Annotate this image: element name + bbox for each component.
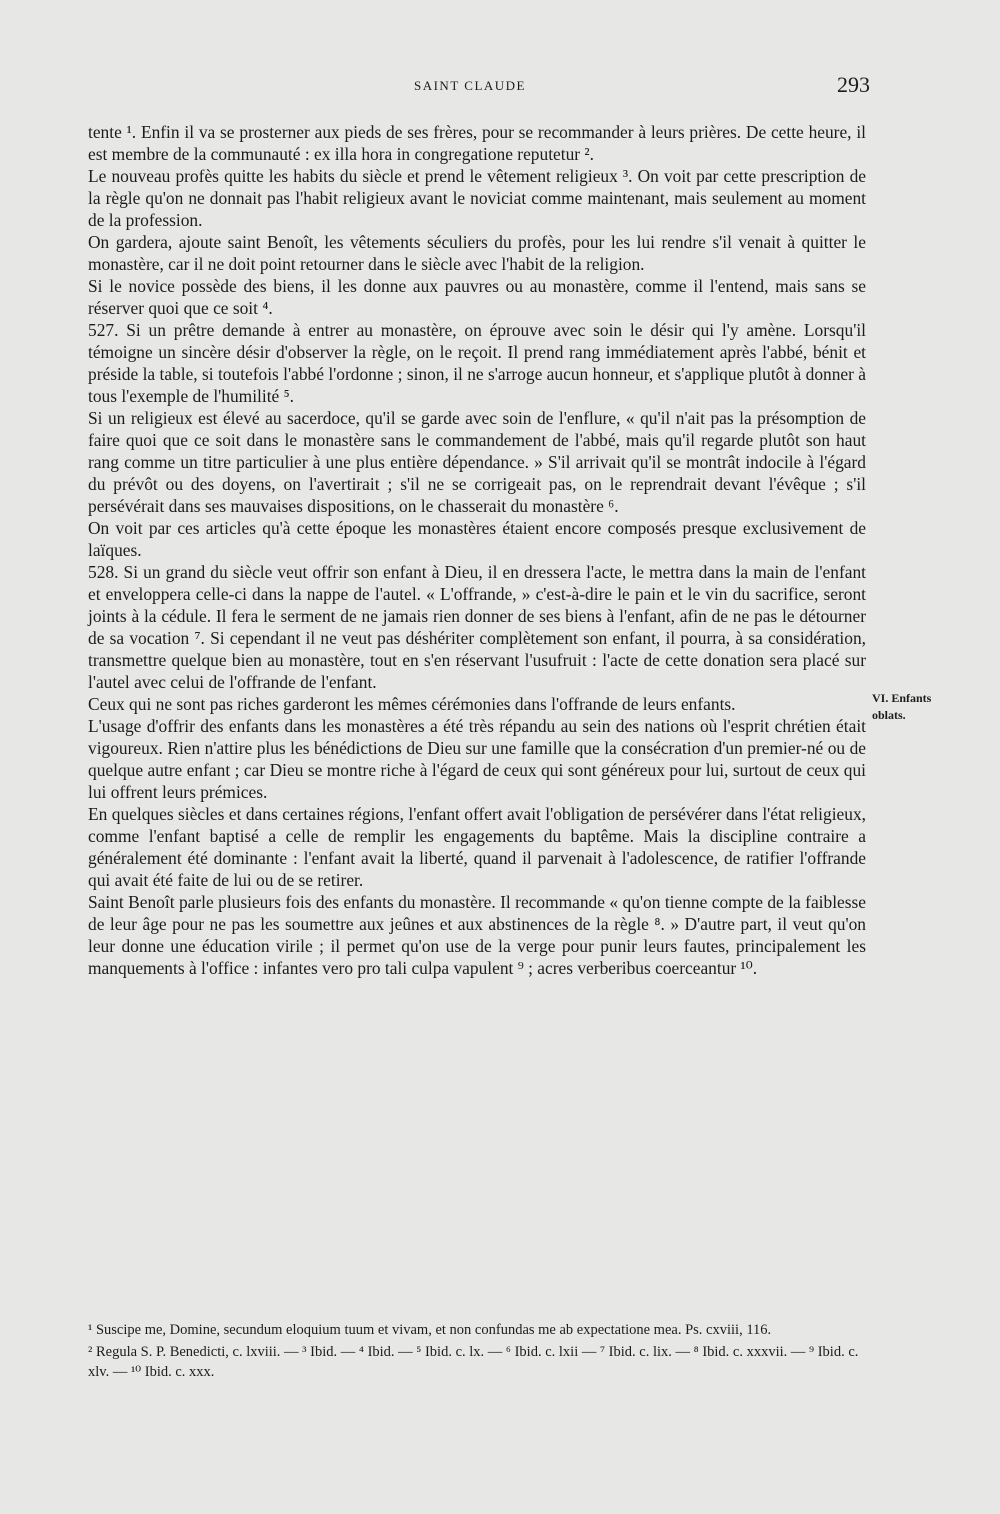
body-text [88,121,866,979]
running-head [70,72,870,100]
paragraph: Saint Benoît parle plusieurs fois des enfants du monastère. Il recommande « qu'on tienne compte de la faiblesse de leur âge pour ne pas les soumettre aux jeûnes et aux abstinences de la règle ⁸. » D'autre part, il veut qu'on leur donne une éducation virile ; il permet qu'on use de la verge pour punir leurs fautes, principalement les manquements à l'office : infantes vero pro tali culpa vapulent ⁹ ; acres verberibus coerceantur ¹⁰. [88,892,866,978]
footnote: ² Regula S. P. Benedicti, c. lxviii. — ³ Ibid. — ⁴ Ibid. — ⁵ Ibid. c. lx. — ⁶ Ibid. c. lxii — ⁷ Ibid. c. lix. — ⁸ Ibid. c. xxxvii. — ⁹ Ibid. c. xlv. — ¹⁰ Ibid. c. xxx. [88,1344,859,1380]
paragraph: On voit par ces articles qu'à cette époque les monastères étaient encore composés presque exclusivement de laïques. [88,518,866,560]
paragraph: En quelques siècles et dans certaines régions, l'enfant offert avait l'obligation de persévérer dans l'état religieux, comme l'enfant baptisé a celle de remplir les engagements du baptême. Mais la discipline contraire a généralement été dominante : l'enfant avait la liberté, quand il parvenait à l'adolescence, de ratifier l'offrande qui avait été faite de lui ou de se retirer. [88,804,866,890]
footnotes [88,1320,866,1384]
paragraph: Si un religieux est élevé au sacerdoce, qu'il se garde avec soin de l'enflure, « qu'il n'ait pas la présomption de faire quoi que ce soit dans le monastère sans le commandement de l'abbé, mais qu'il regarde plutôt son haut rang comme un titre particulier à une plus entière dépendance. » S'il arrivait qu'il se montrât indocile à l'égard du prévôt ou des doyens, on l'avertirait ; s'il ne se corrigeait pas, on le reprendrait devant l'évêque ; s'il persévérait dans ses mauvaises dispositions, on le chasserait du monastère ⁶. [88,408,866,516]
paragraph: tente ¹. Enfin il va se prosterner aux pieds de ses frères, pour se recommander à leurs prières. De cette heure, il est membre de la communauté : ex illa hora in congregatione reputetur ². [88,122,866,164]
paragraph: Ceux qui ne sont pas riches garderont les mêmes cérémonies dans l'offrande de leurs enfants. [88,694,736,714]
paragraph: L'usage d'offrir des enfants dans les monastères a été très répandu au sein des nations où l'esprit chrétien était vigoureux. Rien n'attire plus les bénédictions de Dieu sur une famille que la consécration d'un premier-né ou de quelque autre enfant ; car Dieu se montre riche à l'égard de ceux qui sont généreux pour lui, surtout de ceux qui lui offrent leurs prémices. [88,716,866,802]
footnote: ¹ Suscipe me, Domine, secundum eloquium tuum et vivam, et non confundas me ab expectatione mea. Ps. cxviii, 116. [88,1322,772,1338]
running-title: SAINT CLAUDE [413,78,526,93]
paragraph: Si le novice possède des biens, il les donne aux pauvres ou au monastère, comme il l'entend, mais sans se réserver quoi que ce soit ⁴. [88,276,866,318]
page-number: 293 [837,72,870,97]
paragraph: On gardera, ajoute saint Benoît, les vêtements séculiers du profès, pour les lui rendre s'il venait à quitter le monastère, car il ne doit point retourner dans le siècle avec l'habit de la religion. [88,232,866,274]
paragraph: 528. Si un grand du siècle veut offrir son enfant à Dieu, il en dressera l'acte, le mettra dans la main de l'enfant et enveloppera celle-ci dans la nappe de l'autel. « L'offrande, » c'est-à-dire le pain et le vin du sacrifice, seront joints à la cédule. Il fera le serment de ne jamais rien donner de ses biens à l'enfant, afin de ne pas le détourner de sa vocation ⁷. Si cependant il ne veut pas déshériter complètement son enfant, il pourra, à sa considération, transmettre quelque bien au monastère, tout en s'en réservant l'usufruit : l'acte de cette donation sera placé sur l'autel avec celui de l'offrande de l'enfant. [88,562,866,692]
paragraph: 527. Si un prêtre demande à entrer au monastère, on éprouve avec soin le désir qui l'y amène. Lorsqu'il témoigne un sincère désir d'observer la règle, on le reçoit. Il prend rang immédiatement après l'abbé, bénit et préside la table, si toutefois l'abbé l'ordonne ; sinon, il ne s'arroge aucun honneur, et s'applique plutôt à donner à tous l'exemple de l'humilité ⁵. [88,320,866,406]
paragraph: Le nouveau profès quitte les habits du siècle et prend le vêtement religieux ³. On voit par cette prescription de la règle qu'on ne donnait pas l'habit religieux avant le noviciat comme maintenant, mais seulement au moment de la profession. [88,166,866,230]
margin-note: VI. Enfants oblats. [872,691,932,722]
